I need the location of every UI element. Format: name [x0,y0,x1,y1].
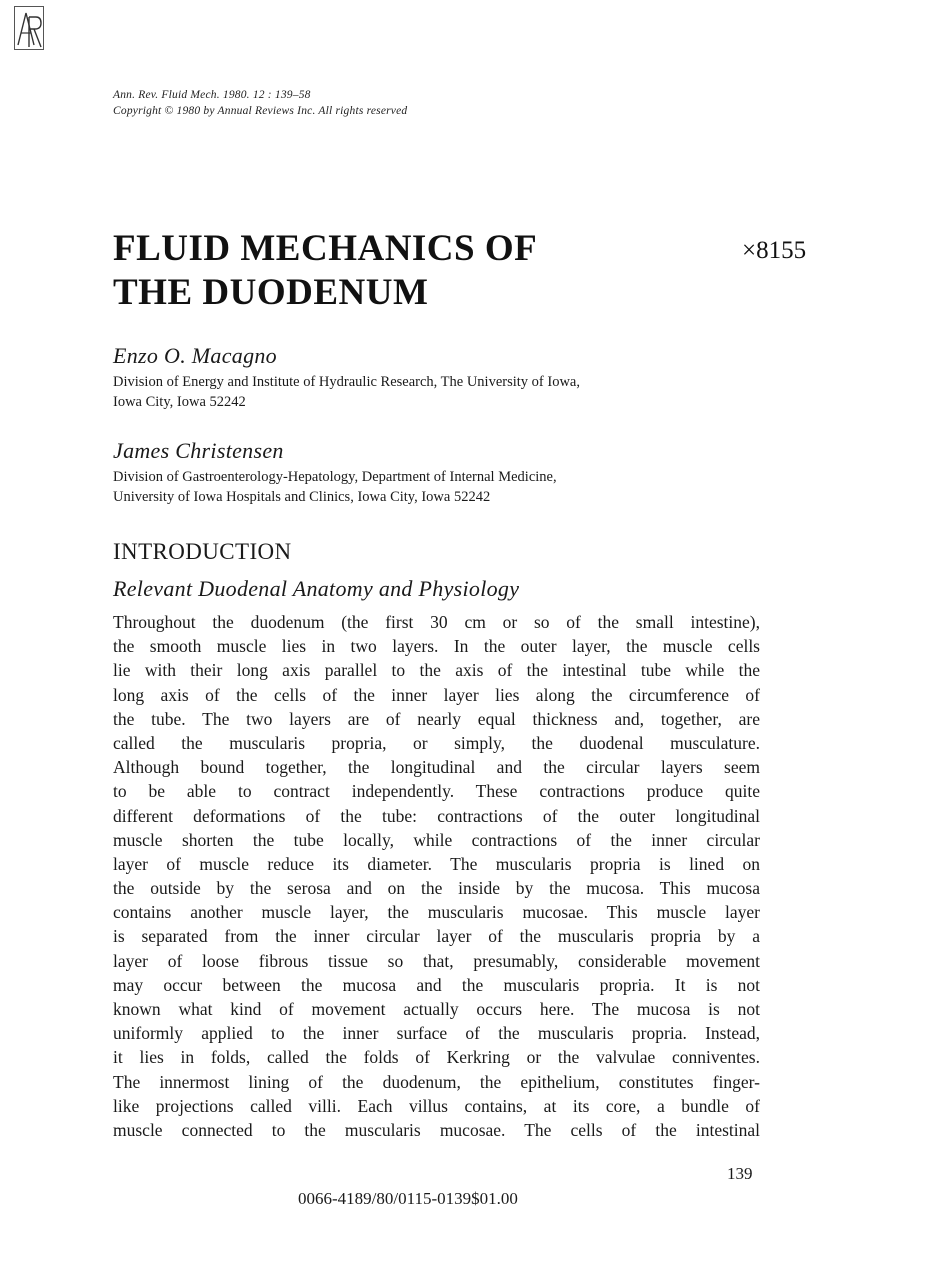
body-line: different deformations of the tube: contractions of the outer longitudinal [113,805,760,826]
article-code: 0066-4189/80/0115-0139$01.00 [298,1189,518,1208]
body-line: the smooth muscle lies in two layers. In the outer layer, the muscle cells [113,636,760,657]
section-heading: INTRODUCTION [113,539,292,564]
ar-logo-icon [14,6,44,50]
body-line: muscle connected to the muscularis mucosae. The cells of the intestinal [113,1119,760,1140]
author-block-2 [113,437,557,507]
body-line: is separated from the inner circular layer of the muscularis propria by a [113,926,760,947]
body-line: may occur between the mucosa and the muscularis propria. It is not [113,974,760,995]
body-line: layer of muscle reduce its diameter. The muscularis propria is lined on [113,853,760,874]
author-name: Enzo O. Macagno [113,343,277,368]
body-line: like projections called villi. Each villus contains, at its core, a bundle of [113,1095,760,1116]
body-line: known what kind of movement actually occurs here. The mucosa is not [113,999,760,1019]
article-title [113,227,673,315]
author-block-1 [113,342,580,412]
body-line: long axis of the cells of the inner layer lies along the circumference of [113,684,760,705]
body-line: muscle shorten the tube locally, while contractions of the inner circular [113,829,760,850]
body-line: The innermost lining of the duodenum, the epithelium, constitutes finger- [113,1071,760,1092]
body-line: it lies in folds, called the folds of Kerkring or the valvulae conniventes. [113,1047,760,1068]
body-line: contains another muscle layer, the muscularis mucosae. This muscle layer [113,902,760,923]
author-affiliation-line-1: Division of Energy and Institute of Hydraulic Research, The University of Iowa, [113,374,580,390]
author-name: James Christensen [113,438,284,463]
page-number: 139 [727,1164,753,1183]
author-affiliation-line-2: University of Iowa Hospitals and Clinics, Iowa City, Iowa 52242 [113,489,491,505]
body-line: lie with their long axis parallel to the axis of the intestinal tube while the [113,660,760,681]
title-line-2: THE DUODENUM [113,272,429,313]
body-line: the tube. The two layers are of nearly equal thickness and, together, are [113,708,760,729]
body-line: called the muscularis propria, or simply, the duodenal musculature. [113,732,760,753]
body-line: Although bound together, the longitudinal and the circular layers seem [113,757,760,778]
journal-citation: Ann. Rev. Fluid Mech. 1980. 12 : 139–58 [113,89,311,101]
body-line: the outside by the serosa and on the inside by the mucosa. This mucosa [113,878,760,899]
author-affiliation-line-2: Iowa City, Iowa 52242 [113,394,246,410]
body-line: uniformly applied to the inner surface of the muscularis propria. Instead, [113,1023,760,1044]
copyright-notice: Copyright © 1980 by Annual Reviews Inc. All rights reserved [113,105,408,117]
journal-reference [113,87,407,119]
subsection-heading: Relevant Duodenal Anatomy and Physiology [113,576,520,601]
title-line-1: FLUID MECHANICS OF [113,228,538,269]
body-text [113,610,760,1142]
body-line: layer of loose fibrous tissue so that, presumably, considerable movement [113,950,760,971]
catalog-number: ×8155 [742,237,807,264]
body-line: to be able to contract independently. These contractions produce quite [113,781,760,802]
body-line: Throughout the duodenum (the first 30 cm or so of the small intestine), [113,612,760,632]
author-affiliation-line-1: Division of Gastroenterology-Hepatology, Department of Internal Medicine, [113,469,557,485]
